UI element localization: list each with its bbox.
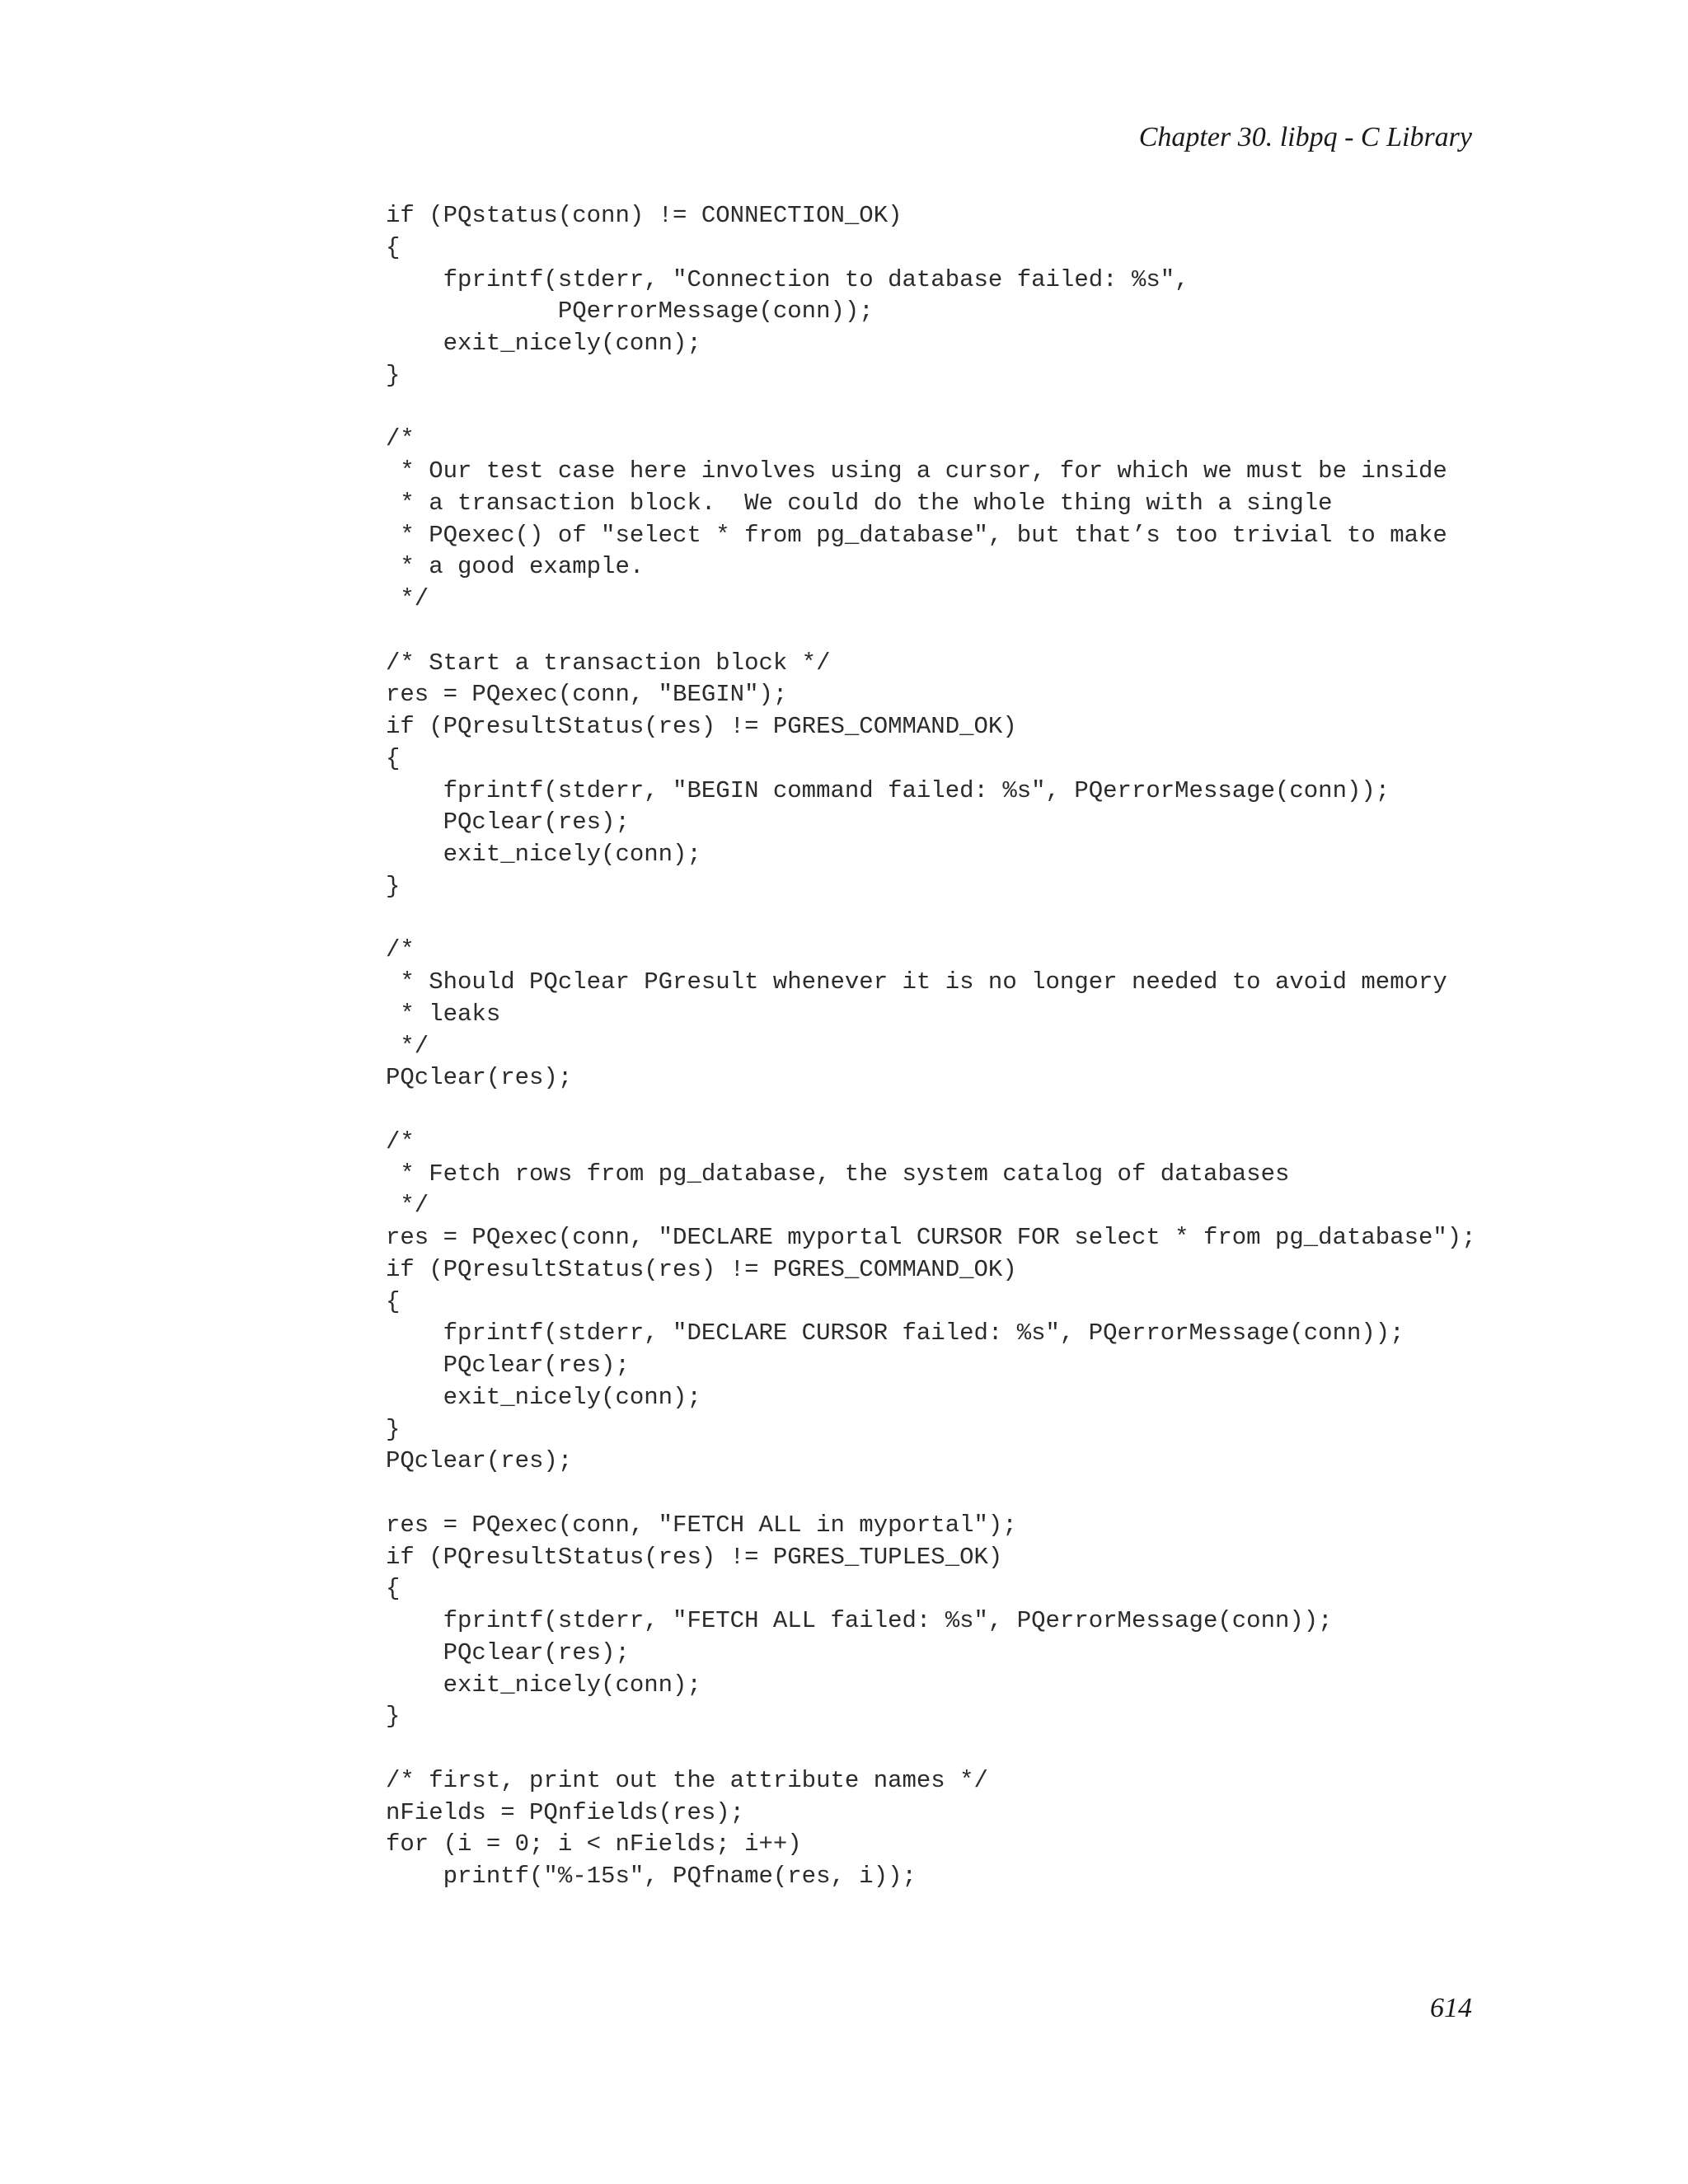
code-line: * Fetch rows from pg_database, the system catalog of databases bbox=[386, 1160, 1290, 1188]
code-line: exit_nicely(conn); bbox=[386, 841, 701, 868]
code-line: exit_nicely(conn); bbox=[386, 330, 701, 357]
code-line: */ bbox=[386, 1032, 429, 1060]
code-line: PQclear(res); bbox=[386, 1352, 630, 1379]
code-line: exit_nicely(conn); bbox=[386, 1383, 701, 1411]
page-number: 614 bbox=[1430, 1993, 1472, 2023]
code-line: { bbox=[386, 1575, 401, 1603]
code-line: fprintf(stderr, "DECLARE CURSOR failed: %s", PQerrorMessage(conn)); bbox=[386, 1319, 1404, 1347]
code-line: fprintf(stderr, "BEGIN command failed: %s", PQerrorMessage(conn)); bbox=[386, 776, 1390, 804]
code-line: /* bbox=[386, 936, 415, 964]
code-line: * leaks bbox=[386, 1000, 501, 1028]
code-line: nFields = PQnfields(res); bbox=[386, 1798, 745, 1826]
code-line bbox=[386, 1733, 1476, 1765]
running-header: Chapter 30. libpq - C Library bbox=[1138, 122, 1472, 152]
code-line bbox=[386, 1094, 1476, 1127]
code-line: * a good example. bbox=[386, 553, 645, 581]
code-line: /* Start a transaction block */ bbox=[386, 649, 831, 677]
code-line: } bbox=[386, 1415, 401, 1443]
code-line: PQclear(res); bbox=[386, 808, 630, 837]
code-line: fprintf(stderr, "FETCH ALL failed: %s", PQerrorMessage(conn)); bbox=[386, 1607, 1333, 1634]
code-line: PQclear(res); bbox=[386, 1638, 630, 1666]
code-line: PQerrorMessage(conn)); bbox=[386, 298, 874, 326]
code-line: * Should PQclear PGresult whenever it is no longer needed to avoid memory bbox=[386, 968, 1447, 996]
code-line bbox=[386, 1478, 1476, 1510]
code-line: */ bbox=[386, 1192, 429, 1220]
code-line: PQclear(res); bbox=[386, 1064, 573, 1092]
code-line bbox=[386, 392, 1476, 424]
code-line: /* bbox=[386, 1127, 415, 1155]
code-line: res = PQexec(conn, "FETCH ALL in myportal"); bbox=[386, 1511, 1017, 1539]
code-line: fprintf(stderr, "Connection to database failed: %s", bbox=[386, 265, 1189, 293]
code-line bbox=[386, 616, 1476, 648]
code-line: if (PQstatus(conn) != CONNECTION_OK) bbox=[386, 202, 903, 229]
code-line: } bbox=[386, 1703, 401, 1731]
code-line: */ bbox=[386, 585, 429, 612]
code-line: res = PQexec(conn, "DECLARE myportal CURSOR FOR select * from pg_database"); bbox=[386, 1224, 1476, 1251]
code-line: * Our test case here involves using a cursor, for which we must be inside bbox=[386, 457, 1447, 485]
code-line: /* bbox=[386, 425, 415, 453]
code-line: * a transaction block. We could do the whole thing with a single bbox=[386, 489, 1333, 517]
code-line: if (PQresultStatus(res) != PGRES_COMMAND_OK) bbox=[386, 713, 1017, 740]
code-line: { bbox=[386, 744, 401, 772]
code-line: if (PQresultStatus(res) != PGRES_COMMAND_OK) bbox=[386, 1255, 1017, 1283]
code-line: * PQexec() of "select * from pg_database", but that’s too trivial to make bbox=[386, 521, 1447, 549]
code-line bbox=[386, 903, 1476, 935]
code-line: res = PQexec(conn, "BEGIN"); bbox=[386, 681, 788, 709]
code-line: if (PQresultStatus(res) != PGRES_TUPLES_OK) bbox=[386, 1543, 1003, 1571]
code-line: for (i = 0; i < nFields; i++) bbox=[386, 1830, 802, 1858]
code-line: /* first, print out the attribute names */ bbox=[386, 1766, 988, 1794]
code-line: { bbox=[386, 233, 401, 261]
code-line: { bbox=[386, 1287, 401, 1315]
code-line: exit_nicely(conn); bbox=[386, 1671, 701, 1699]
code-line: } bbox=[386, 361, 401, 389]
code-line: } bbox=[386, 872, 401, 900]
code-line: printf("%-15s", PQfname(res, i)); bbox=[386, 1863, 917, 1890]
code-line: PQclear(res); bbox=[386, 1447, 573, 1475]
code-listing bbox=[386, 200, 1476, 1893]
